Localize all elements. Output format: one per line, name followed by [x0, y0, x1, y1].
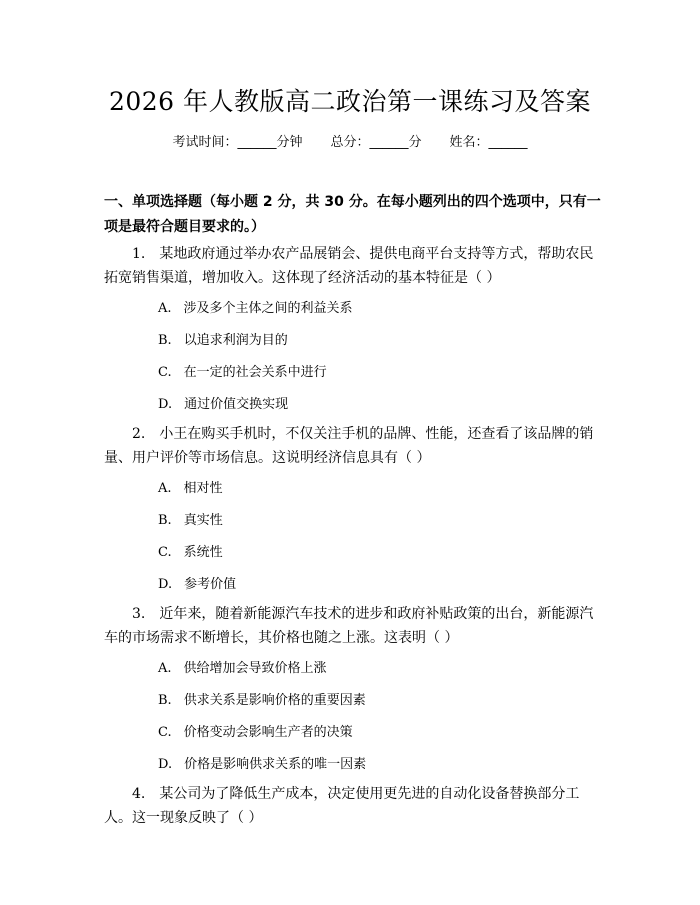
- option-text: 通过价值交换实现: [184, 397, 289, 412]
- option-text: 相对性: [183, 481, 223, 496]
- option-text: 涉及多个主体之间的利益关系: [183, 301, 353, 316]
- exam-info-line: [0, 131, 700, 150]
- option-text: 真实性: [183, 513, 223, 528]
- option-letter: C.: [158, 365, 172, 380]
- question-number: 3.: [132, 606, 146, 622]
- option-b: [158, 329, 578, 348]
- question-2: [104, 422, 601, 470]
- section-heading: 一、单项选择题（每小题 2 分，共 30 分。在每小题列出的四个选项中，只有一项是最符合题目要求的。）: [104, 194, 601, 235]
- option-letter: A.: [158, 481, 172, 496]
- option-letter: D.: [158, 397, 173, 412]
- exam-time-field: 考试时间：______分钟: [172, 135, 303, 150]
- option-a: [158, 297, 578, 316]
- option-d: [158, 573, 578, 592]
- option-text: 在一定的社会关系中进行: [183, 365, 327, 380]
- student-name-field: 姓名：______: [449, 135, 528, 150]
- option-letter: C.: [158, 725, 172, 740]
- option-letter: A.: [158, 301, 172, 316]
- question-number: 4.: [132, 786, 146, 802]
- option-c: [158, 721, 578, 740]
- option-letter: B.: [158, 333, 172, 348]
- option-text: 参考价值: [184, 577, 237, 592]
- option-text: 系统性: [183, 545, 223, 560]
- option-b: [158, 509, 578, 528]
- option-text: 价格是影响供求关系的唯一因素: [184, 757, 367, 772]
- option-letter: B.: [158, 693, 172, 708]
- document-title: 2026 年人教版高二政治第一课练习及答案: [108, 87, 592, 116]
- question-1: [104, 242, 601, 290]
- question-number: 1.: [132, 246, 146, 262]
- option-d: [158, 393, 578, 412]
- option-letter: A.: [158, 661, 172, 676]
- option-text: 价格变动会影响生产者的决策: [183, 725, 353, 740]
- question-text: 某地政府通过举办农产品展销会、提供电商平台支持等方式，帮助农民拓宽销售渠道，增加收入。这体现了经济活动的基本特征是（ ）: [104, 246, 594, 286]
- option-b: [158, 689, 578, 708]
- option-text: 供给增加会导致价格上涨: [183, 661, 327, 676]
- option-letter: B.: [158, 513, 172, 528]
- total-score-field: 总分：______分: [330, 135, 422, 150]
- question-text: 某公司为了降低生产成本，决定使用更先进的自动化设备替换部分工人。这一现象反映了（ ）: [104, 786, 580, 826]
- option-text: 供求关系是影响价格的重要因素: [183, 693, 366, 708]
- option-text: 以追求利润为目的: [183, 333, 288, 348]
- option-d: [158, 753, 578, 772]
- question-text: 近年来，随着新能源汽车技术的进步和政府补贴政策的出台，新能源汽车的市场需求不断增长，其价格也随之上涨。这表明（ ）: [104, 606, 594, 646]
- option-a: [158, 657, 578, 676]
- option-a: [158, 477, 578, 496]
- question-number: 2.: [132, 426, 146, 442]
- option-letter: D.: [158, 577, 173, 592]
- question-4: [104, 782, 601, 830]
- question-3: [104, 602, 601, 650]
- option-c: [158, 541, 578, 560]
- option-letter: D.: [158, 757, 173, 772]
- option-c: [158, 361, 578, 380]
- question-text: 小王在购买手机时，不仅关注手机的品牌、性能，还查看了该品牌的销量、用户评价等市场信息。这说明经济信息具有（ ）: [104, 426, 594, 466]
- option-letter: C.: [158, 545, 172, 560]
